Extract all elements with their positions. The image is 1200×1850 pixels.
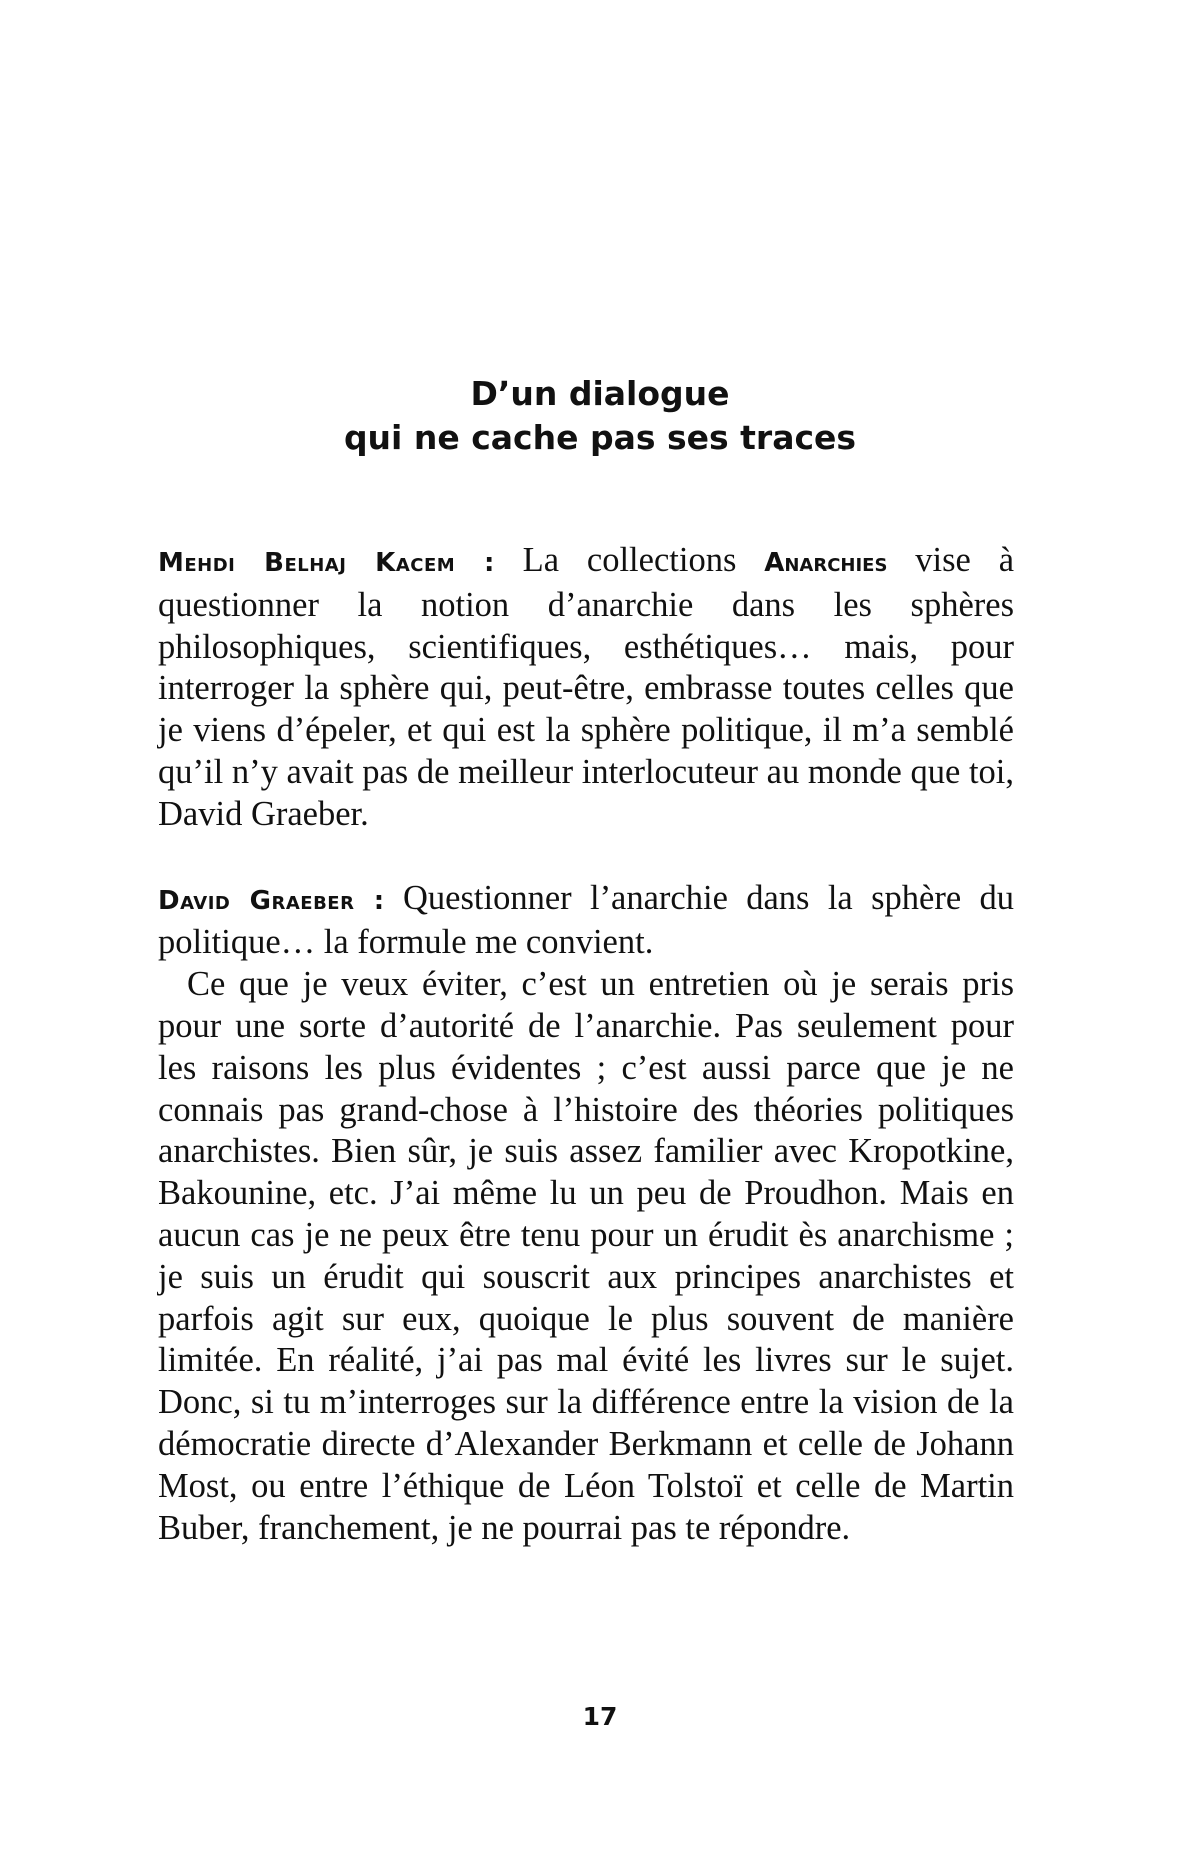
collection-name: Anarchies [764, 548, 888, 578]
chapter-title-line-2: qui ne cache pas ses traces [343, 418, 857, 457]
body-text [158, 540, 1014, 1549]
paragraph-graeber-continued: Ce que je veux éviter, c’est un entretien où je serais pris pour une sorte d’autorité de l’anarchie. Pas seulement pour les raisons les plus évidentes ; c’est aussi parce que je ne connais pas grand-chose à l’histoire des théories politiques anarchistes. Bien sûr, je suis assez familier avec Kropotkine, Bakounine, etc. J’ai même lu un peu de Proudhon. Mais en aucun cas je ne peux être tenu pour un érudit ès anarchisme ; je suis un érudit qui souscrit aux principes anarchistes et parfois agit sur eux, quoique le plus souvent de manière limitée. En réalité, j’ai pas mal évité les livres sur le sujet. Donc, si tu m’interroges sur la différence entre la vision de la démocratie directe d’Alexander Berkmann et celle de Johann Most, ou entre l’éthique de Léon Tolstoï et celle de Martin Buber, franchement, je ne pourrai pas te répondre. [158, 965, 1014, 1547]
page-number: 17 [582, 1702, 618, 1731]
paragraph-text: Questionner l’anarchie dans la sphère du politique… la formule me convient. [158, 878, 1014, 962]
speaker-name: Mehdi Belhaj Kacem : [158, 548, 495, 578]
chapter-title-line-1: D’un dialogue [470, 374, 730, 413]
paragraph-kacem [158, 540, 1014, 836]
speaker-name: David Graeber : [158, 885, 385, 916]
chapter-title [0, 372, 1200, 460]
paragraph-graeber [158, 878, 1014, 965]
paragraph-text: vise à questionner la notion d’anarchie dans les sphères philosophiques, scientifiques, esthétiques… mais, pour interroger la sphère qui, peut-être, embrasse toutes celles que je viens d’épeler, et qui est la sphère politique, il m’a semblé qu’il n’y avait pas de meilleur interlocuteur au monde que toi, David Graeber. [158, 541, 1015, 833]
paragraph-text: La collections [494, 541, 765, 579]
